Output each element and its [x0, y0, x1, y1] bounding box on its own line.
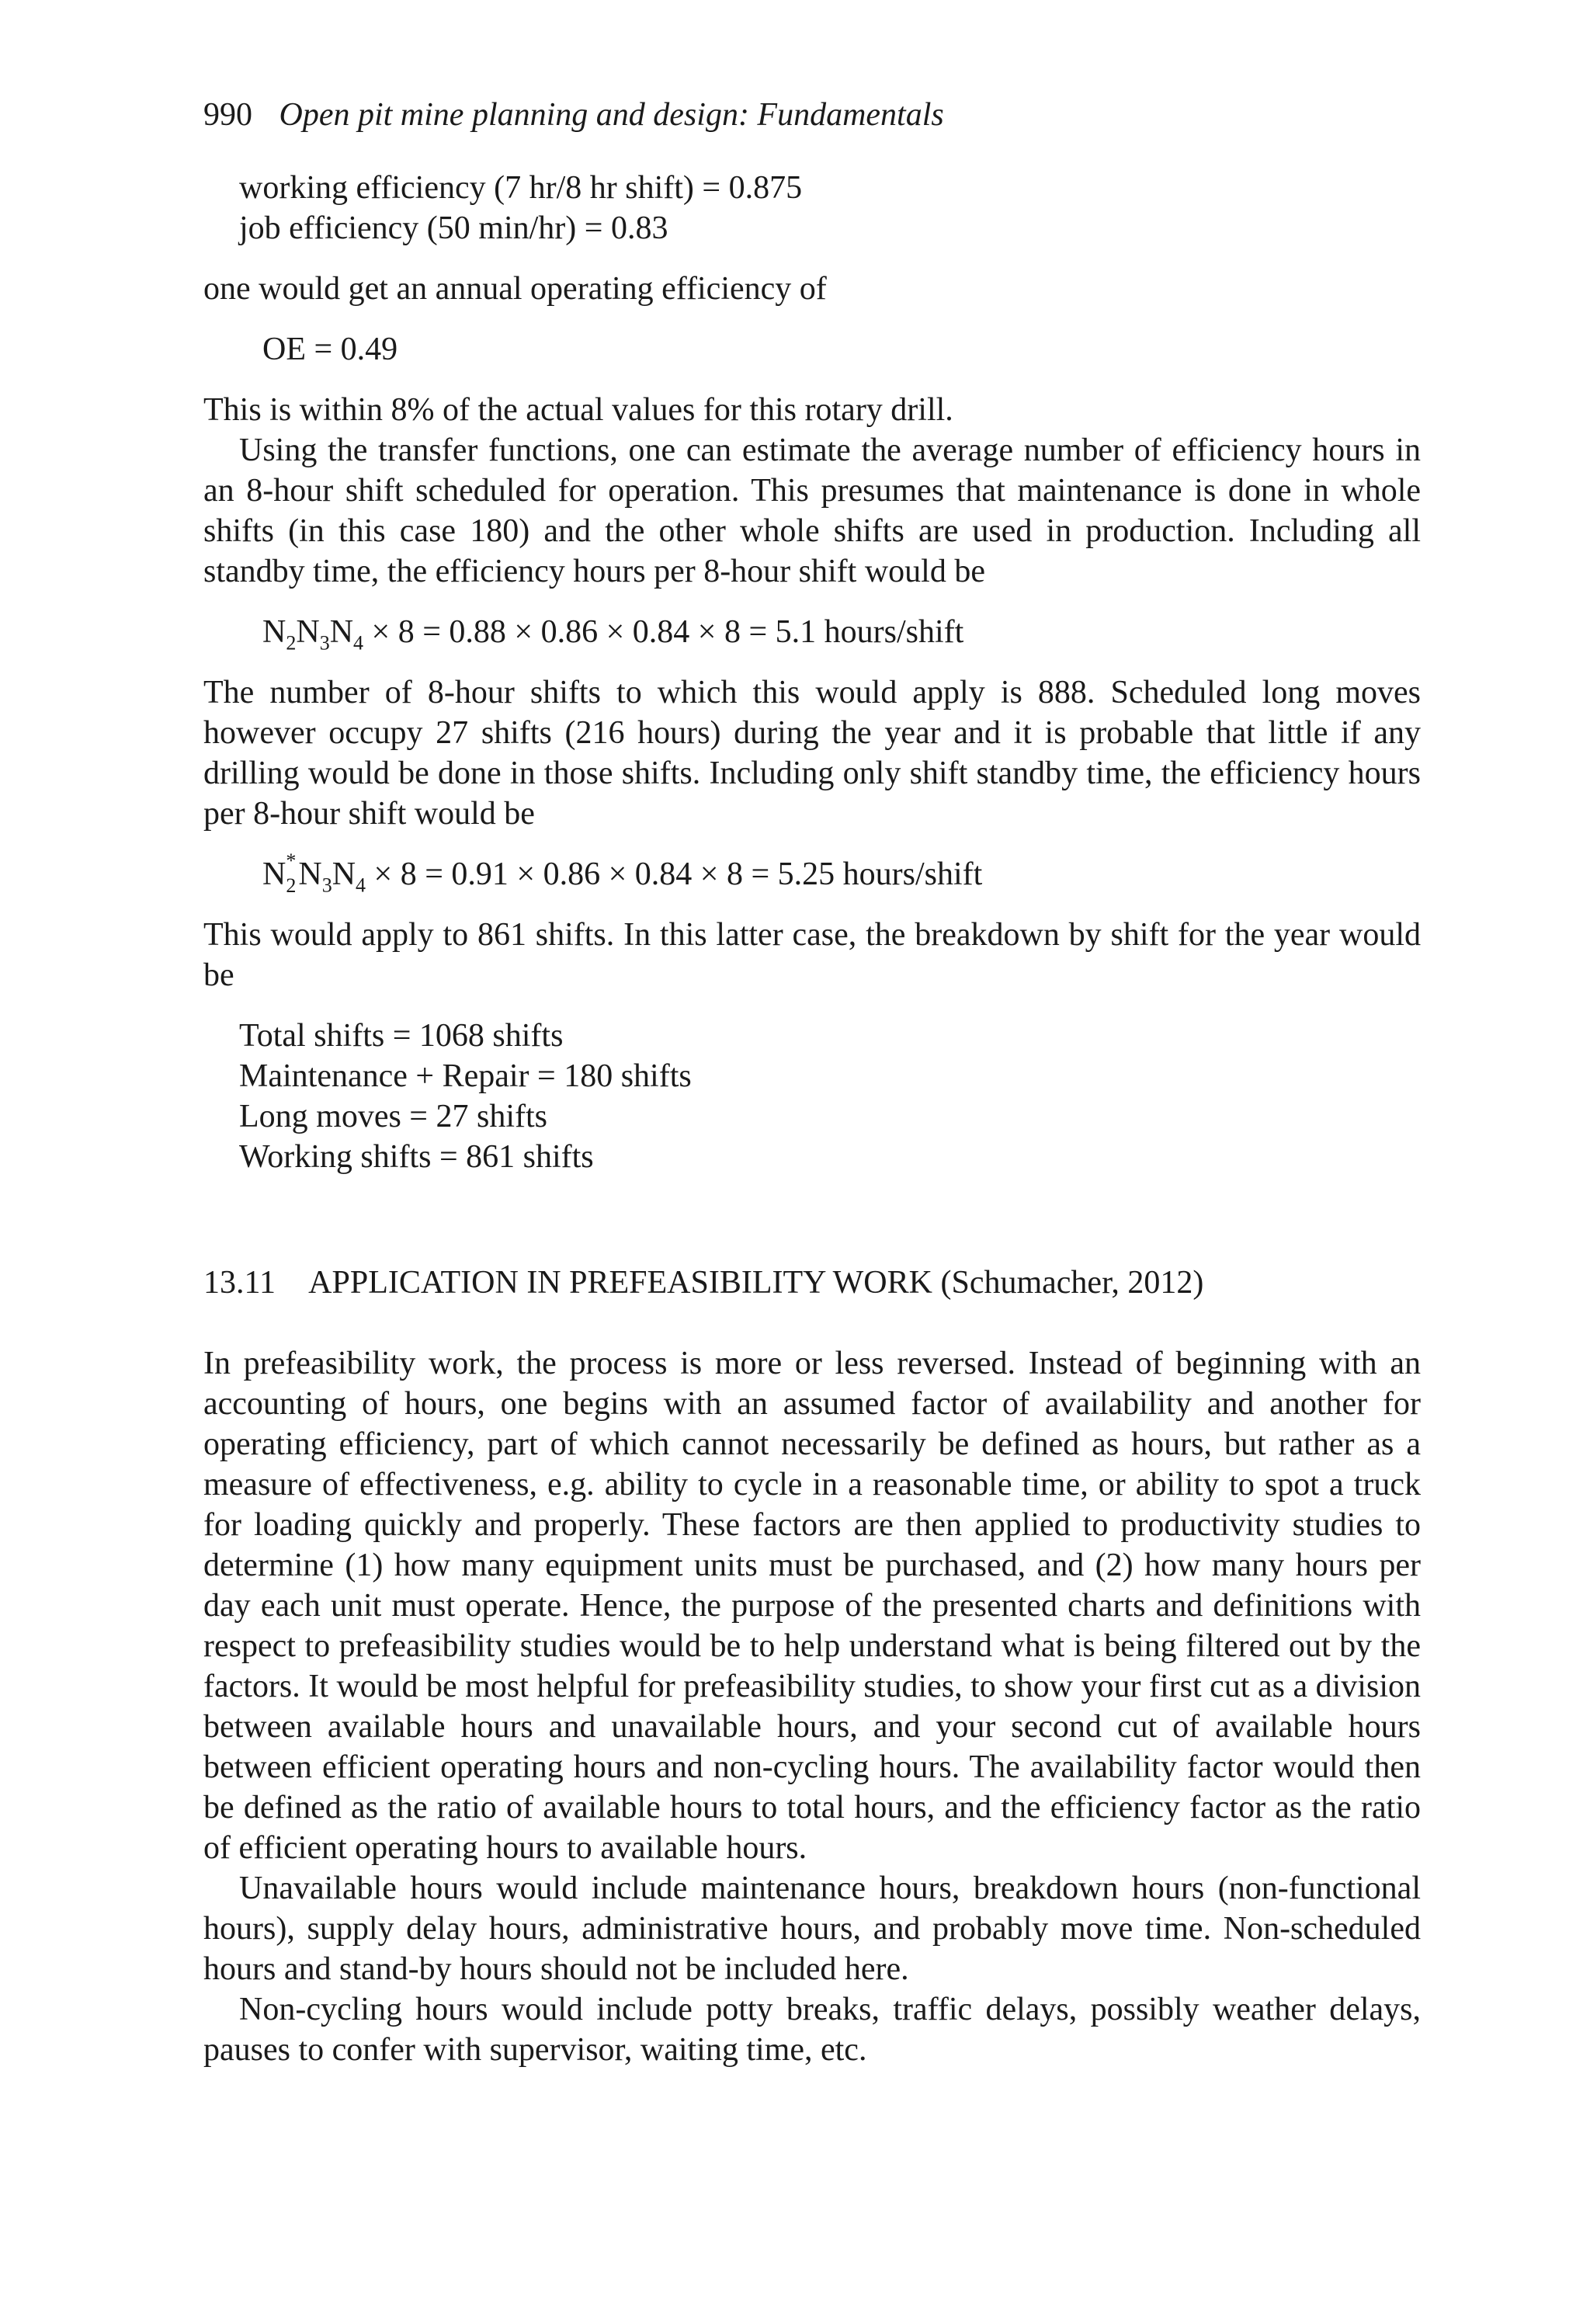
section-number: 13.11	[203, 1265, 276, 1301]
page-body	[203, 168, 1421, 2070]
section-title: APPLICATION IN PREFEASIBILITY WORK (Schumacher, 2012)	[308, 1265, 1204, 1301]
shift-breakdown-list	[203, 1016, 1421, 1177]
paragraph: This would apply to 861 shifts. In this latter case, the breakdown by shift for the year would be	[203, 917, 1421, 993]
section-heading	[203, 1263, 1421, 1303]
job-efficiency-line: job efficiency (50 min/hr) = 0.83	[239, 210, 668, 246]
page-number: 990	[203, 97, 252, 133]
paragraph: This is within 8% of the actual values for this rotary drill.	[203, 392, 953, 428]
list-item: Total shifts = 1068 shifts	[239, 1018, 564, 1054]
paragraph: Non-cycling hours would include potty breaks, traffic delays, possibly weather delays, pauses to confer with supervisor, waiting time, etc.	[203, 1992, 1421, 2068]
running-title: Open pit mine planning and design: Fundamentals	[279, 97, 944, 133]
paragraph: Using the transfer functions, one can estimate the average number of efficiency hours in an 8-hour shift scheduled for operation. This presumes that maintenance is done in whole shifts (in this case 180) and the other whole shifts are used in production. Including all standby time, the efficiency hours per 8-hour shift would be	[203, 432, 1421, 589]
paragraph: The number of 8-hour shifts to which this would apply is 888. Scheduled long moves however occupy 27 shifts (216 hours) during the year and it is probable that little if any drilling would be done in those shifts. Including only shift standby time, the efficiency hours per 8-hour shift would be	[203, 675, 1421, 832]
working-efficiency-line: working efficiency (7 hr/8 hr shift) = 0.875	[239, 170, 803, 206]
paragraph: Unavailable hours would include maintenance hours, breakdown hours (non-functional hours), supply delay hours, administrative hours, and probably move time. Non-scheduled hours and stand-by hours should not be included here.	[203, 1871, 1421, 1987]
equation-oe: OE = 0.49	[262, 332, 398, 367]
list-item: Long moves = 27 shifts	[239, 1099, 548, 1134]
paragraph: one would get an annual operating efficiency of	[203, 271, 827, 307]
paragraph: In prefeasibility work, the process is more or less reversed. Instead of beginning with an accounting of hours, one begins with an assumed factor of availability and another for operating efficiency, part of which cannot necessarily be defined as hours, but rather as a measure of effectiveness, e.g. ability to cycle in a reasonable time, or ability to spot a truck for loading quickly and properly. These factors are then applied to productivity studies to determine (1) how many equipment units must be purchased, and (2) how many hours per day each unit must operate. Hence, the purpose of the presented charts and definitions with respect to prefeasibility studies would be to help understand what is being filtered out by the factors. It would be most helpful for prefeasibility studies, to show your first cut as a division between available hours and unavailable hours, and your second cut of available hours between efficient operating hours and non-cycling hours. The availability factor would then be defined as the ratio of available hours to total hours, and the efficiency factor as the ratio of efficient operating hours to available hours.	[203, 1346, 1421, 1866]
list-item: Maintenance + Repair = 180 shifts	[239, 1058, 692, 1094]
equation-efficiency-hours-shift-standby: N * 2 $N_3N_4 \times 8 = 0.91 \times 0.86 \times 0.84 \times 8 = 5.25$ hours/shift	[262, 849, 983, 897]
running-header	[203, 92, 944, 138]
equation-efficiency-hours-all-standby: $N_2N_3N_4 \times 8 = 0.88 \times 0.86 \times 0.84 \times 8 = 5.1$ hours/shift	[262, 614, 964, 655]
list-item: Working shifts = 861 shifts	[239, 1139, 594, 1175]
